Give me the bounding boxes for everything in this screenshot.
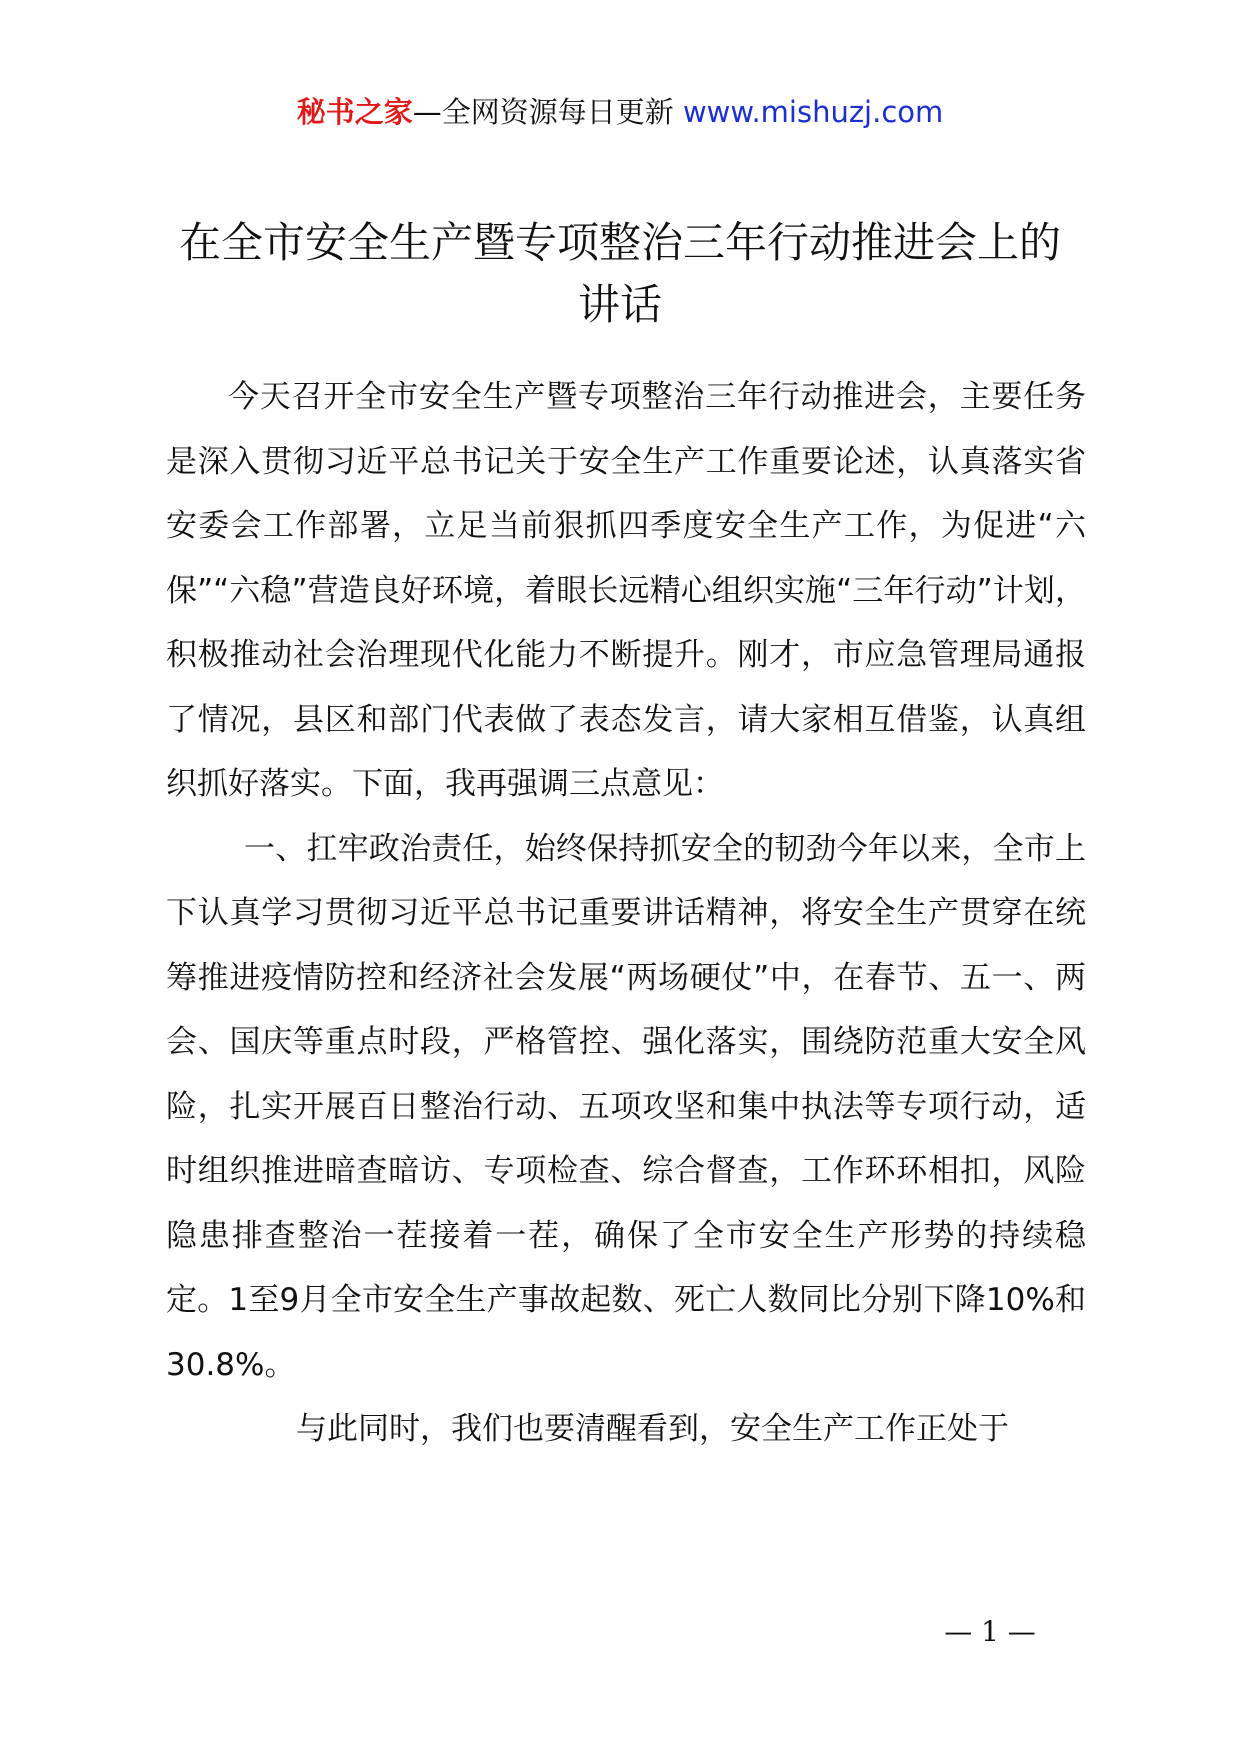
- body-paragraph-continuation: 与此同时，我们也要清醒看到，安全生产工作正处于: [296, 1411, 1009, 1447]
- document-body: [166, 365, 1086, 1462]
- site-brand: 秘书之家: [296, 95, 413, 129]
- document-title: 在全市安全生产暨专项整治三年行动推进会上的讲话: [178, 218, 1061, 329]
- site-tagline: —全网资源每日更新: [412, 95, 674, 129]
- body-paragraph-intro: 今天召开全市安全生产暨专项整治三年行动推进会，主要任务是深入贯彻习近平总书记关于安全生产工作重要论述，认真落实省安委会工作部署，立足当前狠抓四季度安全生产工作，为促进“六保”“六稳”营造良好环境，着眼长远精心组织实施“三年行动”计划，积极推动社会治理现代化能力不断提升。刚才，市应急管理局通报了情况，县区和部门代表做了表态发言，请大家相互借鉴，认真组织抓好落实。下面，我再强调三点意见：: [166, 379, 1086, 802]
- page-number: — 1 —: [944, 1615, 1036, 1648]
- body-paragraph-section-one: 一、扛牢政治责任，始终保持抓安全的韧劲今年以来，全市上下认真学习贯彻习近平总书记重要讲话精神，将安全生产贯穿在统筹推进疫情防控和经济社会发展“两场硬仗”中，在春节、五一、两会、国庆等重点时段，严格管控、强化落实，围绕防范重大安全风险，扎实开展百日整治行动、五项攻坚和集中执法等专项行动，适时组织推进暗查暗访、专项检查、综合督查，工作环环相扣，风险隐患排查整治一茬接着一茬，确保了全市安全生产形势的持续稳定。1至9月全市安全生产事故起数、死亡人数同比分别下降10%和30.8%。: [166, 830, 1086, 1383]
- site-url-link[interactable]: www.mishuzj.com: [682, 95, 944, 129]
- site-header: [0, 92, 1240, 132]
